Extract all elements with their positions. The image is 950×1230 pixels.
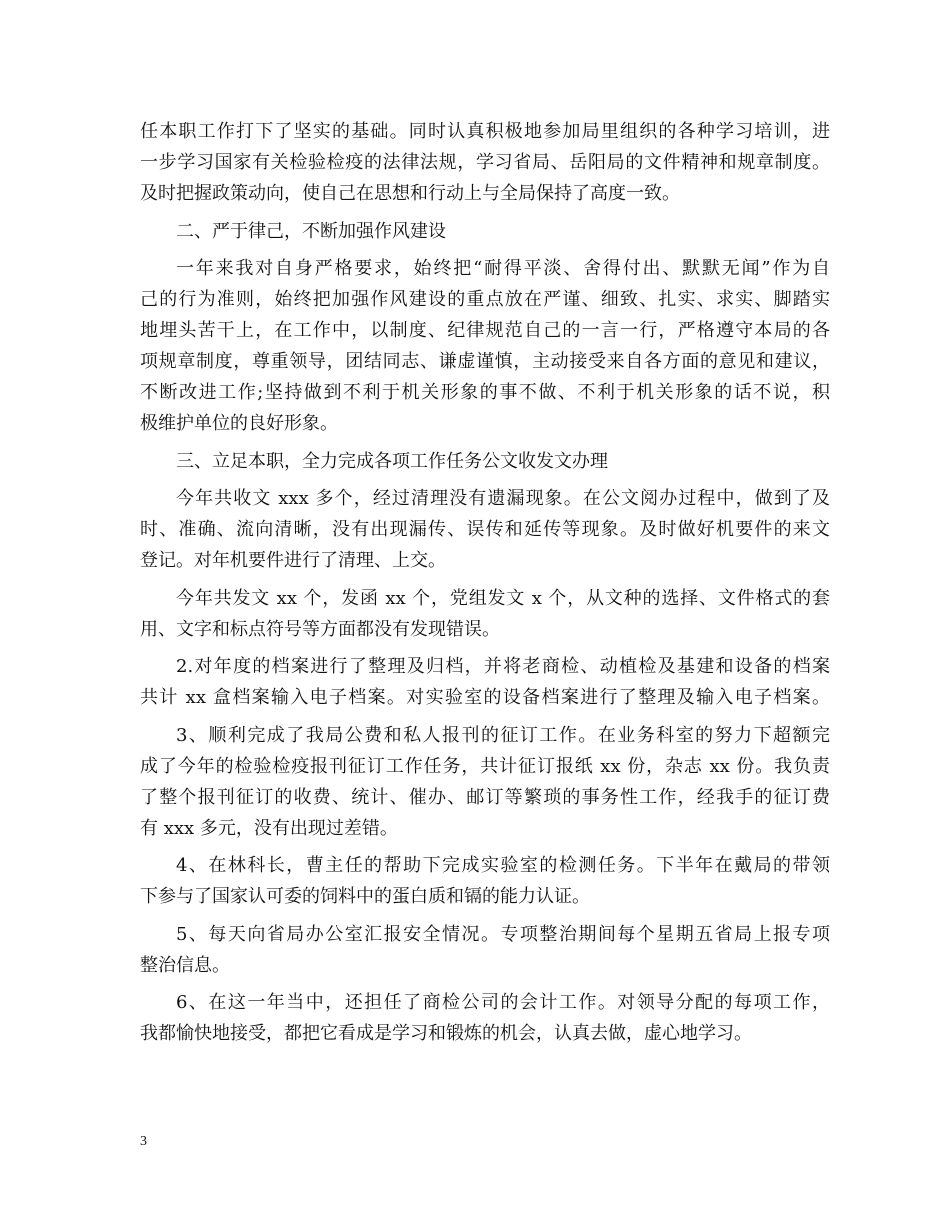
page-number: 3 [140,1134,147,1149]
text-line: 一步学习国家有关检验检疫的法律法规，学习省局、岳阳局的文件精神和规章制度。 [140,152,830,173]
text-line: 地埋头苦干上，在工作中，以制度、纪律规范自己的一言一行，严格遵守本局的各 [140,320,830,341]
section-heading: 三、立足本职，全力完成各项工作任务公文收发文办理 [176,450,608,472]
text-line: 一年来我对自身严格要求，始终把“耐得平淡、舍得付出、默默无闻”作为自 [176,258,830,279]
text-line: 今年共收文 xxx 多个，经过清理没有遗漏现象。在公文阅办过程中，做到了及 [176,488,830,509]
text-line: 及时把握政策动向，使自己在思想和行动上与全局保持了高度一致。 [140,183,680,204]
section-heading: 二、严于律己，不断加强作风建设 [176,220,446,242]
text-line: 5、每天向省局办公室汇报安全情况。专项整治期间每个星期五省局上报专项 [176,923,830,945]
text-line: 时、准确、流向清晰，没有出现漏传、误传和延传等现象。及时做好机要件的来文 [140,519,830,540]
body-text [140,116,830,1049]
text-line: 了整个报刊征订的收费、统计、催办、邮订等繁琐的事务性工作，经我手的征订费 [140,786,830,808]
text-line: 今年共发文 xx 个，发函 xx 个，党组发文 x 个，从文种的选择、文件格式的套 [176,587,830,609]
text-line: 我都愉快地接受，都把它看成是学习和锻炼的机会，认真去做，虚心地学习。 [140,1023,752,1044]
text-line: 整治信息。 [140,954,230,976]
text-line: 2.对年度的档案进行了整理及归档，并将老商检、动植检及基建和设备的档案 [176,656,830,677]
text-line: 不断改进工作;坚持做到不利于机关形象的事不做、不利于机关形象的话不说，积 [140,382,830,403]
text-line: 有 xxx 多元，没有出现过差错。 [140,817,398,839]
text-line: 成了今年的检验检疫报刊征订工作任务，共计征订报纸 xx 份，杂志 xx 份。我负责 [140,755,830,777]
text-line: 己的行为准则，始终把加强作风建设的重点放在严谨、细致、扎实、求实、脚踏实 [140,289,830,310]
text-line: 登记。对年机要件进行了清理、上交。 [140,550,446,571]
text-line: 3、顺利完成了我局公费和私人报刊的征订工作。在业务科室的努力下超额完 [176,724,830,746]
text-line: 共计 xx 盒档案输入电子档案。对实验室的设备档案进行了整理及输入电子档案。 [140,687,830,708]
text-line: 任本职工作打下了坚实的基础。同时认真积极地参加局里组织的各种学习培训，进 [140,121,830,142]
text-line: 用、文字和标点符号等方面都没有发现错误。 [140,618,500,640]
text-line: 6、在这一年当中，还担任了商检公司的会计工作。对领导分配的每项工作， [176,992,830,1013]
text-line: 下参与了国家认可委的饲料中的蛋白质和镉的能力认证。 [140,886,590,907]
text-line: 项规章制度，尊重领导，团结同志、谦虚谨慎，主动接受来自各方面的意见和建议， [140,351,830,372]
text-line: 4、在林科长，曹主任的帮助下完成实验室的检测任务。下半年在戴局的带领 [176,855,830,876]
text-line: 极维护单位的良好形象。 [140,413,338,434]
